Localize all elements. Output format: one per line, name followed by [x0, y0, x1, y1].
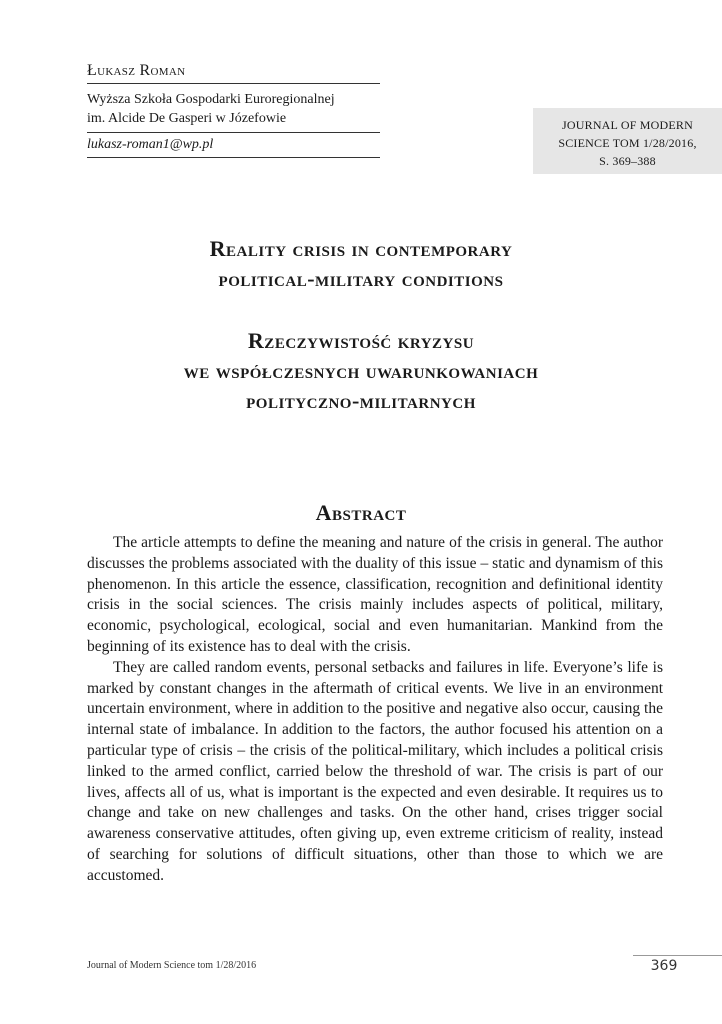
journal-line-1: JOURNAL OF MODERN: [562, 118, 693, 132]
author-email[interactable]: lukasz-roman1@wp.pl: [87, 133, 380, 158]
affiliation-line-2: im. Alcide De Gasperi w Józefowie: [87, 111, 287, 126]
footer-journal: Journal of Modern Science tom 1/28/2016: [87, 960, 257, 971]
title-polish: [60, 326, 662, 416]
title-pl-line-2: we współczesnych uwarunkowaniach: [183, 358, 539, 383]
author-name: Łukasz Roman: [87, 62, 380, 84]
title-en-line-2: political-military conditions: [218, 266, 504, 291]
abstract-body: [87, 533, 663, 887]
journal-info-box: [533, 108, 722, 174]
author-affiliation: [87, 84, 380, 133]
abstract-heading: Abstract: [315, 500, 407, 525]
page-number: 369: [650, 958, 678, 974]
title-pl-line-3: polityczno-militarnych: [246, 388, 476, 413]
title-pl-line-1: Rzeczywistość kryzysu: [247, 328, 475, 353]
title-en-line-1: Reality crisis in contemporary: [209, 236, 513, 261]
title-english: [60, 234, 662, 294]
journal-line-2: SCIENCE TOM 1/28/2016,: [558, 136, 697, 150]
footer-divider: [633, 955, 722, 956]
abstract-paragraph-2: They are called random events, personal setbacks and failures in life. Everyone’s life is marked by constant changes in the aftermath of critical events. We live in an environment uncertain environment, where in addition to the positive and negative also occur, causing the internal state of imbalance. In addition to the factors, the author focused his attention on a particular type of crisis – the crisis of the political-military, which includes a political crisis linked to the armed conflict, carried below the threshold of war. The crisis is part of our lives, affects all of us, what is important is the expected and even desirable. It requires us to change and take on new challenges and tasks. On the other hand, crises trigger social awareness conservative attitudes, often giving up, even extreme criticism of reality, instead of searching for solutions of difficult situations, other than those to which we are accustomed.: [87, 658, 663, 884]
abstract-paragraph-1: The article attempts to define the meaning and nature of the crisis in general. The author discusses the problems associated with the duality of this issue – static and dynamism of this phenomenon. In this article the essence, classification, recognition and definitional identity crisis in the social sciences. The crisis mainly includes aspects of political, military, economic, psychological, ecological, social and even humanitarian. Mankind from the beginning of its existence has to deal with the crisis.: [87, 534, 663, 655]
author-block: [87, 62, 380, 158]
journal-line-3: S. 369–388: [599, 154, 656, 168]
affiliation-line-1: Wyższa Szkoła Gospodarki Euroregionalnej: [87, 92, 335, 107]
